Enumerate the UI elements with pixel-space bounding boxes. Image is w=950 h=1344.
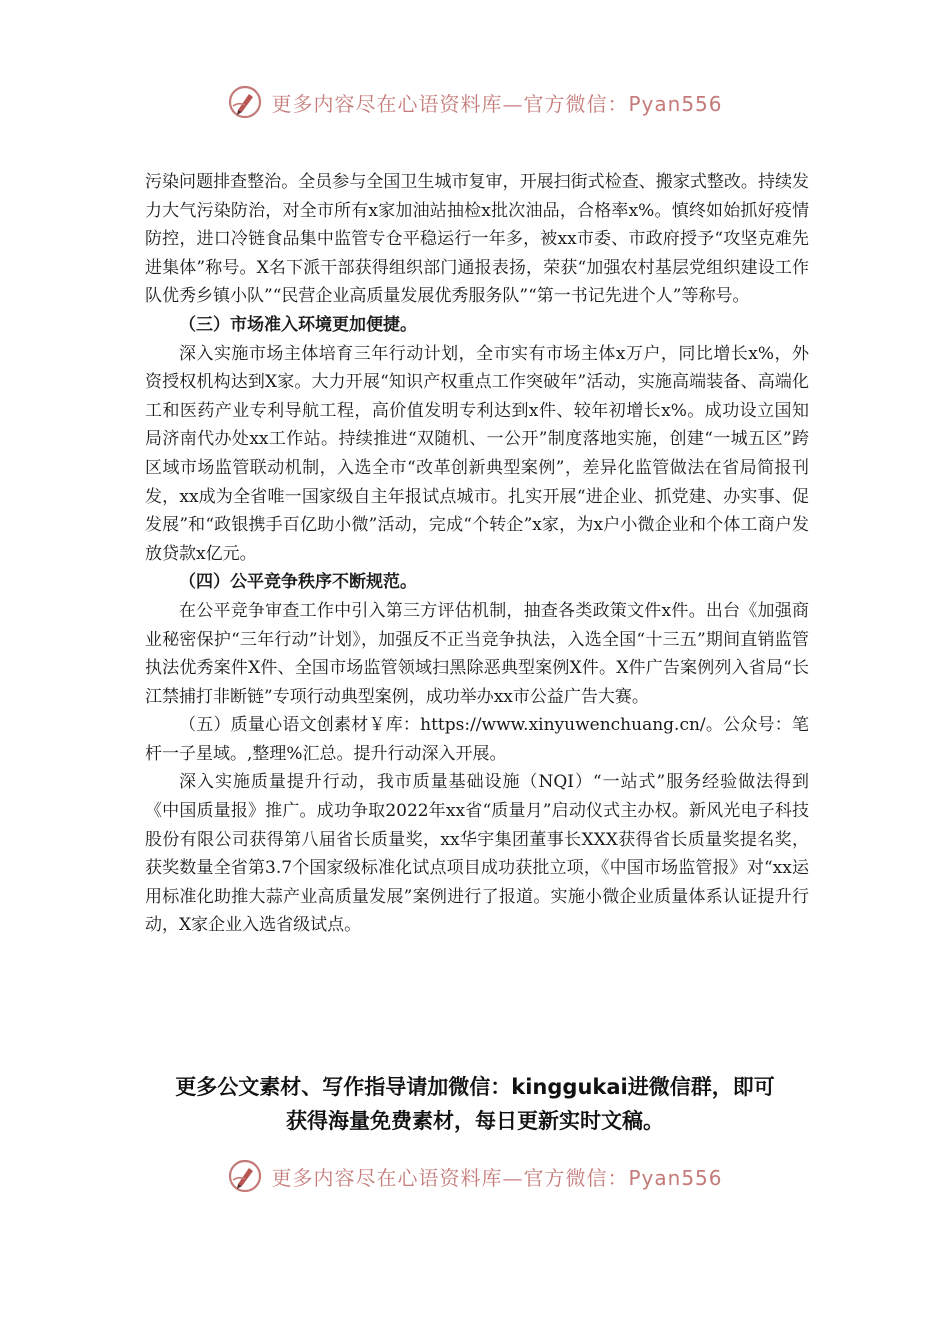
paragraph-fair-competition: 在公平竞争审查工作中引入第三方评估机制，抽查各类政策文件x件。出台《加强商业秘密保护“三年行动”计划》，加强反不正当竞争执法，入选全国“十三五”期间直销监管执法优秀案件X件、全国市场监管领域扫黑除恶典型案例X件。X件广告案例列入省局“长江禁捕打非断链”专项行动典型案例，成功举办xx市公益广告大赛。: [145, 600, 809, 707]
promo-notice: [130, 1070, 820, 1138]
section-heading-4: （四）公平竞争秩序不断规范。: [179, 572, 417, 593]
banner-text: [271, 1162, 722, 1191]
banner-wechat-id: Pyan556: [628, 1165, 723, 1190]
banner-text: [271, 88, 722, 117]
banner-text-cn: 更多内容尽在心语资料库—官方微信：: [271, 1165, 629, 1190]
header-banner-inner: [227, 84, 722, 120]
promo-notice-line2: 获得海量免费素材，每日更新实时文稿。: [286, 1109, 664, 1133]
promo-notice-line1: 更多公文素材、写作指导请加微信：kinggukai进微信群，即可: [175, 1075, 775, 1099]
footer-banner: [0, 1154, 950, 1198]
header-banner: [0, 80, 950, 124]
section-heading-3: （三）市场准入环境更加便捷。: [179, 314, 417, 335]
document-body: [145, 168, 809, 940]
footer-banner-inner: [227, 1158, 722, 1194]
paragraph-quality: 深入实施质量提升行动，我市质量基础设施（NQI）“一站式”服务经验做法得到《中国质量报》推广。成功争取2022年xx省“质量月”启动仪式主办权。新风光电子科技股份有限公司获得第八届省长质量奖，xx华宇集团董事长XXX获得省长质量奖提名奖，获奖数量全省第3.7个国家级标准化试点项目成功获批立项，《中国市场监管报》对“xx运用标准化助推大蒜产业高质量发展”案例进行了报道。实施小微企业质量体系认证提升行动，X家企业入选省级试点。: [145, 772, 809, 936]
banner-wechat-id: Pyan556: [628, 91, 723, 116]
banner-text-cn: 更多内容尽在心语资料库—官方微信：: [271, 91, 629, 116]
pen-nib-logo-icon: [227, 1158, 263, 1194]
paragraph-market-access: 深入实施市场主体培育三年行动计划，全市实有市场主体x万户，同比增长x%，外资授权机构达到X家。大力开展“知识产权重点工作突破年”活动，实施高端装备、高端化工和医药产业专利导航工程，高价值发明专利达到x件、较年初增长x%。成功设立国知局济南代办处xx工作站。持续推进“双随机、一公开”制度落地实施，创建“一城五区”跨区域市场监管联动机制，入选全市“改革创新典型案例”，差异化监管做法在省局简报刊发，xx成为全省唯一国家级自主年报试点城市。扎实开展“进企业、抓党建、办实事、促发展”和“政银携手百亿助小微”活动，完成“个转企”x家，为x户小微企业和个体工商户发放贷款x亿元。: [145, 343, 809, 564]
section-heading-5: （五）质量心语文创素材￥库：https://www.xinyuwenchuang.cn/。公众号：笔杆一子星域。,整理%汇总。提升行动深入开展。: [145, 715, 809, 764]
paragraph-pollution: 污染问题排查整治。全员参与全国卫生城市复审，开展扫街式检查、搬家式整改。持续发力大气污染防治，对全市所有x家加油站抽检x批次油品，合格率x%。慎终如始抓好疫情防控，进口冷链食品集中监管专仓平稳运行一年多，被xx市委、市政府授予“攻坚克难先进集体”称号。X名下派干部获得组织部门通报表扬，荣获“加强农村基层党组织建设工作队优秀乡镇小队”“民营企业高质量发展优秀服务队”“第一书记先进个人”等称号。: [145, 172, 809, 307]
pen-nib-logo-icon: [227, 84, 263, 120]
